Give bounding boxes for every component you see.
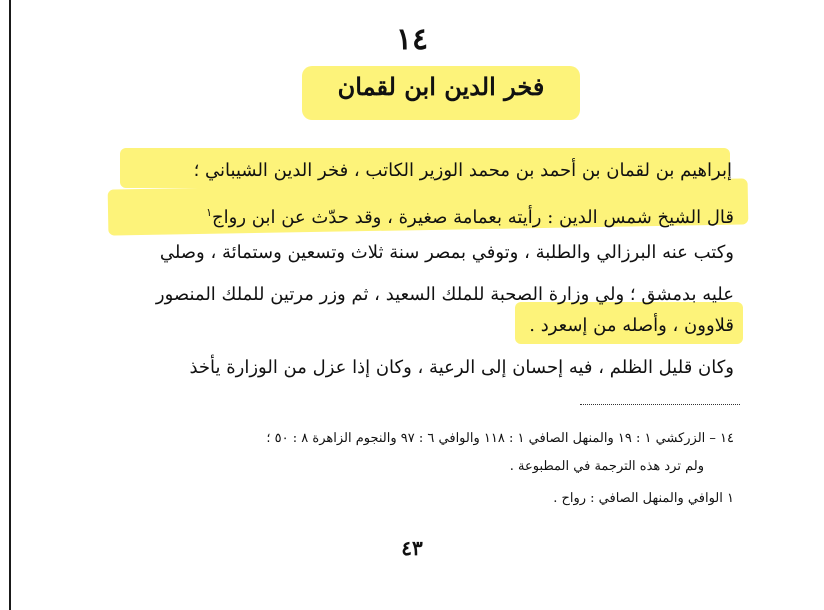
footnote-marker: ١ bbox=[206, 206, 213, 219]
body-line-2-text: قال الشيخ شمس الدين : رأيته بعمامة صغيرة ، وقد حدّث عن ابن رواج bbox=[212, 207, 734, 228]
footnote-3: ١ الوافي والمنهل الصافي : رواح . bbox=[553, 491, 734, 506]
body-line-2 bbox=[206, 200, 734, 231]
entry-number: ١٤ bbox=[395, 22, 429, 57]
footnote-1: ١٤ – الزركشي ١ : ١٩ والمنهل الصافي ١ : ١١٨ والوافي ٦ : ٩٧ والنجوم الزاهرة ٨ : ٥٠ ؛ bbox=[266, 431, 734, 446]
page-number: ٤٣ bbox=[401, 536, 423, 560]
page-edge-border bbox=[9, 0, 11, 610]
body-line-5: قلاوون ، وأصله من إسعرد . bbox=[529, 315, 734, 336]
body-line-3: وكتب عنه البرزالي والطلبة ، وتوفي بمصر سنة ثلاث وتسعين وستمائة ، وصلي bbox=[159, 242, 734, 263]
footnote-separator bbox=[580, 404, 740, 405]
body-line-6: وكان قليل الظلم ، فيه إحسان إلى الرعية ، وكان إذا عزل من الوزارة يأخذ bbox=[189, 357, 734, 378]
footnote-2: ولم ترد هذه الترجمة في المطبوعة . bbox=[509, 459, 704, 474]
entry-title: فخر الدين ابن لقمان bbox=[337, 72, 545, 101]
body-line-1: إبراهيم بن لقمان بن أحمد بن محمد الوزير الكاتب ، فخر الدين الشيباني ؛ bbox=[193, 160, 732, 181]
body-line-4: عليه بدمشق ؛ ولي وزارة الصحبة للملك السعيد ، ثم وزر مرتين للملك المنصور bbox=[155, 284, 734, 305]
